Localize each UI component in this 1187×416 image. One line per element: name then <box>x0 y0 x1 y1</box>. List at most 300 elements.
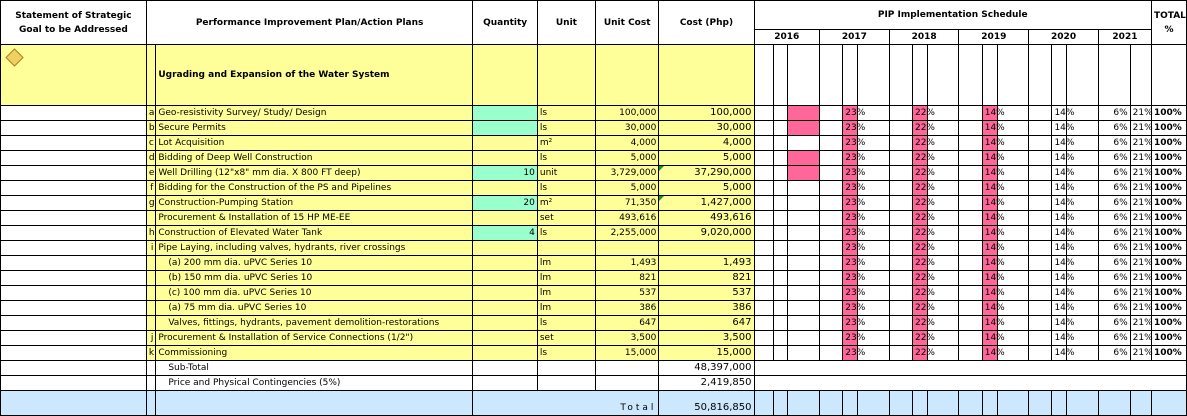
schedule-cell[interactable] <box>754 346 773 361</box>
header-cost[interactable]: Cost (Php) <box>659 1 754 45</box>
schedule-cell[interactable] <box>773 106 788 121</box>
header-unit-cost[interactable]: Unit Cost <box>595 1 658 45</box>
row-quantity[interactable] <box>473 286 537 301</box>
row-total[interactable]: 100% <box>1151 346 1186 361</box>
statement-cell[interactable] <box>1 331 147 346</box>
schedule-cell[interactable] <box>959 301 982 316</box>
row-cost[interactable]: 647 <box>659 316 754 331</box>
row-total[interactable]: 100% <box>1151 106 1186 121</box>
row-quantity[interactable]: 20 <box>473 196 537 211</box>
row-unit[interactable]: lm <box>537 271 595 286</box>
row-quantity[interactable]: 10 <box>473 166 537 181</box>
schedule-2021-a[interactable]: 6% <box>1098 166 1130 181</box>
schedule-cell[interactable] <box>889 346 912 361</box>
row-cost[interactable]: 386 <box>659 301 754 316</box>
schedule-2017[interactable]: 23% <box>843 316 858 331</box>
header-pip[interactable]: PIP Implementation Schedule <box>754 1 1151 30</box>
schedule-2021-b[interactable]: 21% <box>1130 121 1151 136</box>
schedule-cell[interactable] <box>773 331 788 346</box>
schedule-cell[interactable] <box>820 346 843 361</box>
row-unit[interactable]: ls <box>537 346 595 361</box>
row-cost[interactable]: 4,000 <box>659 136 754 151</box>
row-total[interactable]: 100% <box>1151 271 1186 286</box>
row-letter[interactable]: j <box>146 331 156 346</box>
row-unit-cost[interactable]: 386 <box>595 301 658 316</box>
row-unit-cost[interactable]: 5,000 <box>595 181 658 196</box>
row-unit[interactable]: ls <box>537 181 595 196</box>
schedule-2021-b[interactable]: 21% <box>1130 211 1151 226</box>
schedule-2019[interactable]: 14% <box>982 136 997 151</box>
section-title[interactable]: Ugrading and Expansion of the Water System <box>156 45 473 106</box>
row-total[interactable]: 100% <box>1151 136 1186 151</box>
schedule-cell[interactable] <box>820 196 843 211</box>
row-unit-cost[interactable]: 537 <box>595 286 658 301</box>
header-year-2019[interactable]: 2019 <box>959 30 1029 45</box>
row-description[interactable]: Well Drilling (12"x8" mm dia. X 800 FT deep) <box>156 166 473 181</box>
row-description[interactable]: (a) 75 mm dia. uPVC Series 10 <box>156 301 473 316</box>
schedule-2016[interactable] <box>788 106 820 121</box>
schedule-2021-b[interactable]: 21% <box>1130 196 1151 211</box>
row-letter[interactable] <box>146 301 156 316</box>
row-quantity[interactable] <box>473 256 537 271</box>
schedule-2019[interactable]: 14% <box>982 271 997 286</box>
schedule-2017[interactable]: 23% <box>843 211 858 226</box>
schedule-2018[interactable]: 22% <box>912 166 927 181</box>
statement-cell[interactable] <box>1 256 147 271</box>
schedule-cell[interactable] <box>754 226 773 241</box>
schedule-2019[interactable]: 14% <box>982 346 997 361</box>
statement-cell[interactable] <box>1 346 147 361</box>
schedule-2021-b[interactable]: 21% <box>1130 301 1151 316</box>
schedule-2018[interactable]: 22% <box>912 136 927 151</box>
schedule-cell[interactable] <box>820 166 843 181</box>
schedule-cell[interactable] <box>773 316 788 331</box>
warning-cell[interactable] <box>1 45 147 106</box>
schedule-2019[interactable]: 14% <box>982 151 997 166</box>
row-description[interactable]: (a) 200 mm dia. uPVC Series 10 <box>156 256 473 271</box>
schedule-cell[interactable] <box>773 346 788 361</box>
schedule-cell[interactable] <box>754 136 773 151</box>
schedule-cell[interactable] <box>820 256 843 271</box>
schedule-cell[interactable] <box>754 106 773 121</box>
row-description[interactable]: Pipe Laying, including valves, hydrants, river crossings <box>156 241 473 256</box>
row-unit-cost[interactable]: 647 <box>595 316 658 331</box>
row-cost[interactable]: 537 <box>659 286 754 301</box>
schedule-2019[interactable]: 14% <box>982 241 997 256</box>
row-unit[interactable]: set <box>537 331 595 346</box>
row-total[interactable]: 100% <box>1151 316 1186 331</box>
schedule-2021-b[interactable]: 21% <box>1130 271 1151 286</box>
schedule-2021-b[interactable]: 21% <box>1130 256 1151 271</box>
row-unit[interactable]: ls <box>537 226 595 241</box>
schedule-cell[interactable] <box>959 211 982 226</box>
row-quantity[interactable] <box>473 271 537 286</box>
row-description[interactable]: Procurement & Installation of 15 HP ME-EE <box>156 211 473 226</box>
schedule-cell[interactable] <box>1029 346 1052 361</box>
schedule-cell[interactable] <box>889 286 912 301</box>
schedule-2016[interactable] <box>788 121 820 136</box>
schedule-cell[interactable] <box>754 331 773 346</box>
schedule-2017[interactable]: 23% <box>843 331 858 346</box>
schedule-2018[interactable]: 22% <box>912 286 927 301</box>
row-description[interactable]: Commissioning <box>156 346 473 361</box>
schedule-cell[interactable] <box>1029 106 1052 121</box>
schedule-2018[interactable]: 22% <box>912 106 927 121</box>
row-description[interactable]: (b) 150 mm dia. uPVC Series 10 <box>156 271 473 286</box>
schedule-cell[interactable] <box>754 151 773 166</box>
schedule-cell[interactable] <box>773 241 788 256</box>
header-statement[interactable]: Statement of Strategic Goal to be Addressed <box>1 1 147 45</box>
schedule-cell[interactable] <box>889 166 912 181</box>
schedule-2021-b[interactable]: 21% <box>1130 136 1151 151</box>
schedule-cell[interactable] <box>1029 256 1052 271</box>
row-letter[interactable]: d <box>146 151 156 166</box>
row-total[interactable]: 100% <box>1151 286 1186 301</box>
row-unit-cost[interactable]: 4,000 <box>595 136 658 151</box>
row-cost[interactable]: 100,000 <box>659 106 754 121</box>
schedule-cell[interactable] <box>889 331 912 346</box>
schedule-cell[interactable] <box>959 106 982 121</box>
row-description[interactable]: Lot Acquisition <box>156 136 473 151</box>
schedule-cell[interactable] <box>959 121 982 136</box>
schedule-2021-a[interactable]: 6% <box>1098 256 1130 271</box>
schedule-2017[interactable]: 23% <box>843 256 858 271</box>
schedule-2021-a[interactable]: 6% <box>1098 151 1130 166</box>
row-quantity[interactable] <box>473 331 537 346</box>
schedule-2017[interactable]: 23% <box>843 286 858 301</box>
row-unit-cost[interactable] <box>595 241 658 256</box>
row-total[interactable]: 100% <box>1151 256 1186 271</box>
row-letter[interactable] <box>146 211 156 226</box>
schedule-2017[interactable]: 23% <box>843 196 858 211</box>
schedule-cell[interactable] <box>773 301 788 316</box>
schedule-2017[interactable]: 23% <box>843 271 858 286</box>
row-total[interactable]: 100% <box>1151 166 1186 181</box>
schedule-cell[interactable] <box>889 316 912 331</box>
schedule-2020[interactable]: 14% <box>1052 331 1067 346</box>
schedule-cell[interactable] <box>1029 286 1052 301</box>
schedule-cell[interactable] <box>820 211 843 226</box>
schedule-cell[interactable] <box>959 241 982 256</box>
schedule-cell[interactable] <box>1029 166 1052 181</box>
row-description[interactable]: Construction-Pumping Station <box>156 196 473 211</box>
schedule-2017[interactable]: 23% <box>843 121 858 136</box>
schedule-cell[interactable] <box>754 301 773 316</box>
schedule-2021-a[interactable]: 6% <box>1098 121 1130 136</box>
schedule-cell[interactable] <box>959 316 982 331</box>
schedule-2021-b[interactable]: 21% <box>1130 106 1151 121</box>
schedule-cell[interactable] <box>889 136 912 151</box>
row-description[interactable]: (c) 100 mm dia. uPVC Series 10 <box>156 286 473 301</box>
schedule-cell[interactable] <box>820 331 843 346</box>
schedule-2019[interactable]: 14% <box>982 211 997 226</box>
schedule-cell[interactable] <box>820 106 843 121</box>
row-unit[interactable]: unit <box>537 166 595 181</box>
schedule-2020[interactable]: 14% <box>1052 316 1067 331</box>
row-unit[interactable]: m² <box>537 136 595 151</box>
schedule-2018[interactable]: 22% <box>912 226 927 241</box>
schedule-cell[interactable] <box>773 166 788 181</box>
schedule-2017[interactable]: 23% <box>843 241 858 256</box>
schedule-2021-a[interactable]: 6% <box>1098 331 1130 346</box>
row-letter[interactable] <box>146 286 156 301</box>
schedule-2016[interactable] <box>788 301 820 316</box>
row-unit-cost[interactable]: 1,493 <box>595 256 658 271</box>
row-unit[interactable]: ls <box>537 106 595 121</box>
schedule-2021-a[interactable]: 6% <box>1098 346 1130 361</box>
schedule-2020[interactable]: 14% <box>1052 226 1067 241</box>
schedule-cell[interactable] <box>889 301 912 316</box>
schedule-2019[interactable]: 14% <box>982 181 997 196</box>
row-letter[interactable] <box>146 316 156 331</box>
schedule-2021-b[interactable]: 21% <box>1130 331 1151 346</box>
schedule-2018[interactable]: 22% <box>912 301 927 316</box>
schedule-cell[interactable] <box>820 241 843 256</box>
schedule-cell[interactable] <box>959 271 982 286</box>
schedule-cell[interactable] <box>754 166 773 181</box>
schedule-2020[interactable]: 14% <box>1052 121 1067 136</box>
schedule-2018[interactable]: 22% <box>912 316 927 331</box>
schedule-2021-a[interactable]: 6% <box>1098 271 1130 286</box>
schedule-cell[interactable] <box>820 271 843 286</box>
schedule-2019[interactable]: 14% <box>982 166 997 181</box>
row-unit[interactable]: ls <box>537 121 595 136</box>
schedule-2016[interactable] <box>788 166 820 181</box>
schedule-2019[interactable]: 14% <box>982 286 997 301</box>
warning-icon[interactable] <box>5 48 23 66</box>
schedule-cell[interactable] <box>889 181 912 196</box>
schedule-2018[interactable]: 22% <box>912 181 927 196</box>
row-cost[interactable]: 5,000 <box>659 181 754 196</box>
schedule-cell[interactable] <box>820 136 843 151</box>
schedule-2017[interactable]: 23% <box>843 136 858 151</box>
schedule-2016[interactable] <box>788 181 820 196</box>
schedule-2020[interactable]: 14% <box>1052 256 1067 271</box>
schedule-2020[interactable]: 14% <box>1052 181 1067 196</box>
schedule-2016[interactable] <box>788 256 820 271</box>
schedule-cell[interactable] <box>959 286 982 301</box>
schedule-2019[interactable]: 14% <box>982 316 997 331</box>
schedule-cell[interactable] <box>820 121 843 136</box>
schedule-cell[interactable] <box>889 241 912 256</box>
row-quantity[interactable] <box>473 151 537 166</box>
schedule-2018[interactable]: 22% <box>912 211 927 226</box>
statement-cell[interactable] <box>1 196 147 211</box>
row-cost[interactable]: 15,000 <box>659 346 754 361</box>
row-cost[interactable] <box>659 241 754 256</box>
schedule-cell[interactable] <box>773 121 788 136</box>
statement-cell[interactable] <box>1 151 147 166</box>
schedule-2021-a[interactable]: 6% <box>1098 181 1130 196</box>
schedule-2016[interactable] <box>788 346 820 361</box>
schedule-cell[interactable] <box>1029 151 1052 166</box>
row-quantity[interactable] <box>473 121 537 136</box>
statement-cell[interactable] <box>1 181 147 196</box>
contingency-label[interactable]: Price and Physical Contingencies (5%) <box>156 376 473 391</box>
header-plan[interactable]: Performance Improvement Plan/Action Plans <box>146 1 473 45</box>
row-cost[interactable]: 1,427,000 <box>659 196 754 211</box>
schedule-cell[interactable] <box>820 286 843 301</box>
schedule-cell[interactable] <box>1029 331 1052 346</box>
schedule-cell[interactable] <box>1029 226 1052 241</box>
row-unit-cost[interactable]: 30,000 <box>595 121 658 136</box>
schedule-2020[interactable]: 14% <box>1052 346 1067 361</box>
row-letter[interactable]: c <box>146 136 156 151</box>
row-unit[interactable] <box>537 241 595 256</box>
row-total[interactable]: 100% <box>1151 226 1186 241</box>
schedule-2020[interactable]: 14% <box>1052 301 1067 316</box>
schedule-cell[interactable] <box>773 256 788 271</box>
schedule-2016[interactable] <box>788 151 820 166</box>
schedule-2017[interactable]: 23% <box>843 166 858 181</box>
row-cost[interactable]: 37,290,000 <box>659 166 754 181</box>
header-total[interactable]: TOTAL % <box>1151 1 1186 45</box>
row-description[interactable]: Secure Permits <box>156 121 473 136</box>
row-unit[interactable]: set <box>537 211 595 226</box>
row-cost[interactable]: 3,500 <box>659 331 754 346</box>
schedule-cell[interactable] <box>773 136 788 151</box>
row-quantity[interactable] <box>473 211 537 226</box>
row-description[interactable]: Valves, fittings, hydrants, pavement demolition-restorations <box>156 316 473 331</box>
schedule-2018[interactable]: 22% <box>912 196 927 211</box>
schedule-2016[interactable] <box>788 286 820 301</box>
row-quantity[interactable] <box>473 181 537 196</box>
schedule-2020[interactable]: 14% <box>1052 271 1067 286</box>
row-description[interactable]: Geo-resistivity Survey/ Study/ Design <box>156 106 473 121</box>
row-description[interactable]: Bidding for the Construction of the PS and Pipelines <box>156 181 473 196</box>
schedule-2018[interactable]: 22% <box>912 346 927 361</box>
schedule-2021-a[interactable]: 6% <box>1098 286 1130 301</box>
schedule-2020[interactable]: 14% <box>1052 136 1067 151</box>
row-letter[interactable]: f <box>146 181 156 196</box>
statement-cell[interactable] <box>1 226 147 241</box>
schedule-2020[interactable]: 14% <box>1052 286 1067 301</box>
total-value[interactable]: 50,816,850 <box>659 391 754 416</box>
schedule-2016[interactable] <box>788 136 820 151</box>
schedule-2021-a[interactable]: 6% <box>1098 211 1130 226</box>
schedule-2018[interactable]: 22% <box>912 256 927 271</box>
row-total[interactable]: 100% <box>1151 241 1186 256</box>
subtotal-label[interactable]: Sub-Total <box>156 361 473 376</box>
statement-cell[interactable] <box>1 271 147 286</box>
schedule-cell[interactable] <box>773 226 788 241</box>
row-quantity[interactable] <box>473 346 537 361</box>
schedule-cell[interactable] <box>889 211 912 226</box>
schedule-cell[interactable] <box>1029 241 1052 256</box>
schedule-2020[interactable]: 14% <box>1052 196 1067 211</box>
row-letter[interactable]: k <box>146 346 156 361</box>
schedule-2021-a[interactable]: 6% <box>1098 301 1130 316</box>
statement-cell[interactable] <box>1 301 147 316</box>
row-quantity[interactable] <box>473 316 537 331</box>
schedule-2017[interactable]: 23% <box>843 346 858 361</box>
row-total[interactable]: 100% <box>1151 121 1186 136</box>
schedule-2021-b[interactable]: 21% <box>1130 181 1151 196</box>
schedule-cell[interactable] <box>754 241 773 256</box>
schedule-2021-a[interactable]: 6% <box>1098 106 1130 121</box>
schedule-cell[interactable] <box>1029 136 1052 151</box>
header-year-2017[interactable]: 2017 <box>820 30 890 45</box>
row-letter[interactable] <box>146 256 156 271</box>
schedule-2016[interactable] <box>788 226 820 241</box>
schedule-cell[interactable] <box>773 196 788 211</box>
schedule-cell[interactable] <box>959 136 982 151</box>
statement-cell[interactable] <box>1 166 147 181</box>
statement-cell[interactable] <box>1 241 147 256</box>
schedule-2021-a[interactable]: 6% <box>1098 241 1130 256</box>
statement-cell[interactable] <box>1 286 147 301</box>
row-unit-cost[interactable]: 493,616 <box>595 211 658 226</box>
schedule-2021-a[interactable]: 6% <box>1098 196 1130 211</box>
row-unit-cost[interactable]: 3,500 <box>595 331 658 346</box>
schedule-2021-b[interactable]: 21% <box>1130 241 1151 256</box>
schedule-cell[interactable] <box>959 226 982 241</box>
schedule-cell[interactable] <box>959 346 982 361</box>
schedule-cell[interactable] <box>1029 211 1052 226</box>
schedule-2021-b[interactable]: 21% <box>1130 166 1151 181</box>
header-year-2018[interactable]: 2018 <box>889 30 959 45</box>
schedule-cell[interactable] <box>1029 316 1052 331</box>
schedule-cell[interactable] <box>820 151 843 166</box>
row-description[interactable]: Bidding of Deep Well Construction <box>156 151 473 166</box>
schedule-2018[interactable]: 22% <box>912 271 927 286</box>
row-letter[interactable]: e <box>146 166 156 181</box>
schedule-cell[interactable] <box>754 316 773 331</box>
schedule-2016[interactable] <box>788 271 820 286</box>
schedule-cell[interactable] <box>754 181 773 196</box>
schedule-2019[interactable]: 14% <box>982 256 997 271</box>
schedule-cell[interactable] <box>754 196 773 211</box>
row-unit-cost[interactable]: 15,000 <box>595 346 658 361</box>
header-year-2016[interactable]: 2016 <box>754 30 820 45</box>
schedule-cell[interactable] <box>754 256 773 271</box>
schedule-cell[interactable] <box>959 196 982 211</box>
schedule-cell[interactable] <box>773 286 788 301</box>
row-unit[interactable]: m² <box>537 196 595 211</box>
schedule-cell[interactable] <box>773 151 788 166</box>
schedule-cell[interactable] <box>754 211 773 226</box>
row-total[interactable]: 100% <box>1151 181 1186 196</box>
row-letter[interactable]: a <box>146 106 156 121</box>
schedule-2017[interactable]: 23% <box>843 301 858 316</box>
row-description[interactable]: Construction of Elevated Water Tank <box>156 226 473 241</box>
row-total[interactable]: 100% <box>1151 196 1186 211</box>
schedule-2017[interactable]: 23% <box>843 151 858 166</box>
statement-cell[interactable] <box>1 211 147 226</box>
schedule-2017[interactable]: 23% <box>843 181 858 196</box>
schedule-2018[interactable]: 22% <box>912 151 927 166</box>
row-unit-cost[interactable]: 5,000 <box>595 151 658 166</box>
schedule-2018[interactable]: 22% <box>912 241 927 256</box>
schedule-2016[interactable] <box>788 316 820 331</box>
schedule-2019[interactable]: 14% <box>982 121 997 136</box>
row-cost[interactable]: 9,020,000 <box>659 226 754 241</box>
schedule-2021-a[interactable]: 6% <box>1098 226 1130 241</box>
schedule-cell[interactable] <box>773 211 788 226</box>
row-quantity[interactable]: 4 <box>473 226 537 241</box>
schedule-2020[interactable]: 14% <box>1052 211 1067 226</box>
schedule-2018[interactable]: 22% <box>912 331 927 346</box>
schedule-2020[interactable]: 14% <box>1052 241 1067 256</box>
row-letter[interactable] <box>146 271 156 286</box>
header-quantity[interactable]: Quantity <box>473 1 537 45</box>
statement-cell[interactable] <box>1 136 147 151</box>
schedule-2021-a[interactable]: 6% <box>1098 136 1130 151</box>
statement-cell[interactable] <box>1 106 147 121</box>
row-quantity[interactable] <box>473 106 537 121</box>
row-unit[interactable]: lm <box>537 286 595 301</box>
row-total[interactable]: 100% <box>1151 151 1186 166</box>
